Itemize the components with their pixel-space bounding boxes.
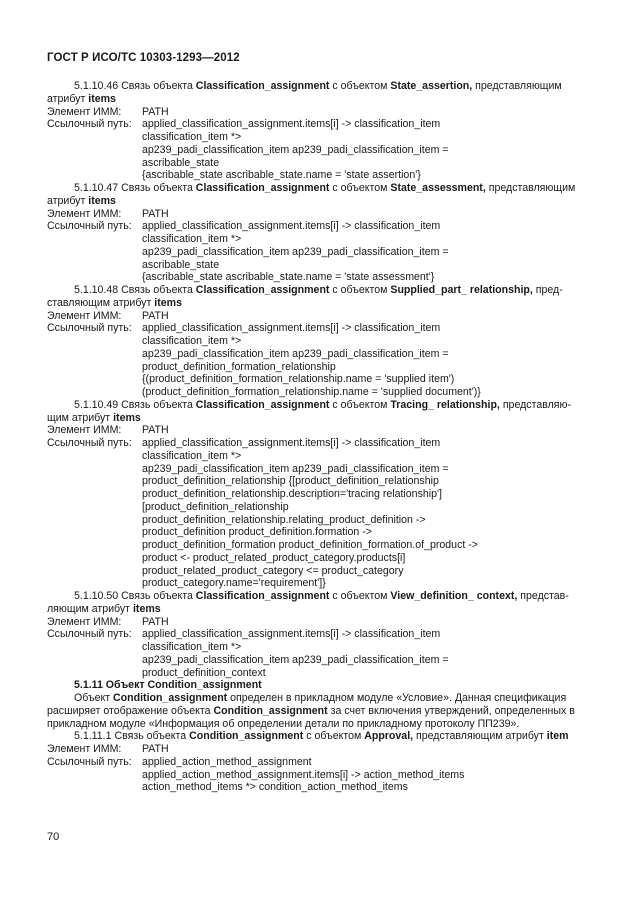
path-continuation: product_definition_relationship.relating_product_definition ->	[142, 513, 426, 526]
bold-term: item	[546, 730, 569, 743]
bold-term: items	[88, 92, 116, 105]
path-continuation: product_definition_relationship.description='tracing relationship']	[142, 488, 442, 500]
path-row	[47, 208, 583, 221]
field-value: applied_classification_assignment.items[i] -> classification_item	[142, 437, 441, 449]
paragraph-line	[47, 412, 583, 425]
paragraph-heading	[47, 730, 583, 743]
bold-term: 5.1.11 Объект Condition_assignment	[74, 679, 262, 692]
bold-term: View_definition_ context,	[390, 590, 518, 602]
path-continuation: classification_item *>	[142, 131, 242, 143]
paragraph-line	[47, 705, 583, 718]
text-run: пред-	[532, 284, 563, 296]
path-row	[47, 106, 583, 119]
text-run: с объектом	[329, 80, 391, 92]
path-continuation: product_definition_formation_relationship	[142, 360, 336, 373]
field-label: Ссылочный путь:	[47, 118, 132, 131]
text-run: атрибут	[47, 194, 89, 207]
field-label: Элемент ИММ:	[47, 743, 122, 755]
path-row	[47, 756, 583, 769]
paragraph-heading	[47, 182, 583, 195]
text-run: с объектом	[303, 730, 365, 743]
path-row	[47, 437, 583, 450]
path-continuation: applied_action_method_assignment.items[i] -> action_method_items	[142, 768, 465, 781]
text-run: ляющим атрибут	[47, 602, 133, 615]
path-continuation: product_definition_formation product_definition_formation.of_product ->	[142, 539, 478, 551]
path-row	[47, 322, 583, 335]
path-row	[47, 743, 583, 756]
text-run: с объектом	[329, 182, 391, 194]
text-run: представляющим	[472, 80, 562, 92]
path-continuation: classification_item *>	[142, 449, 242, 462]
text-run: с объектом	[329, 590, 391, 602]
field-label: Ссылочный путь:	[47, 437, 132, 449]
path-continuation: ascribable_state	[142, 156, 220, 169]
field-label: Элемент ИММ:	[47, 105, 122, 118]
text-run: атрибут	[47, 92, 89, 105]
field-value: PATH	[142, 743, 169, 755]
path-continuation: product_definition product_definition.formation ->	[142, 526, 372, 539]
paragraph-line	[47, 195, 583, 208]
field-value: PATH	[142, 615, 169, 628]
field-label: Ссылочный путь:	[47, 628, 132, 641]
path-continuation: (product_definition_formation_relationship.name = 'supplied document')}	[142, 386, 481, 398]
text-run: представляющим	[485, 182, 576, 194]
path-continuation: product_category.name='requirement']}	[142, 577, 326, 590]
field-label: Элемент ИММ:	[47, 424, 122, 437]
path-continuation: ap239_padi_classification_item ap239_padi_classification_item =	[142, 462, 449, 475]
document-body	[47, 80, 583, 794]
path-continuation: action_method_items *> condition_action_method_items	[142, 781, 408, 794]
path-row	[47, 424, 583, 437]
text-run: за счет включения утверждений, определенных в	[327, 704, 575, 717]
text-run: 5.1.10.47 Связь объекта	[74, 182, 196, 194]
text-run: 5.1.10.48 Связь объекта	[74, 284, 196, 296]
field-value: PATH	[142, 424, 169, 437]
text-run: представ-	[517, 590, 569, 602]
field-label: Ссылочный путь:	[47, 755, 132, 768]
path-continuation: {ascribable_state ascribable_state.name = 'state assertion'}	[142, 169, 421, 182]
field-label: Ссылочный путь:	[47, 220, 132, 233]
text-run: представляю-	[499, 398, 571, 411]
bold-term: items	[132, 602, 161, 615]
path-continuation: classification_item *>	[142, 641, 242, 653]
text-run: 5.1.10.49 Связь объекта	[74, 398, 196, 411]
bold-term: items	[154, 296, 182, 309]
paragraph-line	[47, 93, 583, 106]
field-value: PATH	[142, 207, 169, 220]
bold-term: items	[88, 194, 116, 207]
field-label: Ссылочный путь:	[47, 322, 132, 335]
field-value: applied_classification_assignment.items[i] -> classification_item	[142, 628, 441, 641]
text-run: расширяет отображение объекта	[47, 704, 214, 717]
paragraph-line	[47, 603, 583, 616]
paragraph-heading	[47, 80, 583, 93]
path-continuation: ap239_padi_classification_item ap239_padi_classification_item =	[142, 347, 449, 360]
paragraph-line	[47, 718, 583, 731]
text-run: 5.1.10.46 Связь объекта	[74, 80, 196, 92]
paragraph-heading	[47, 399, 583, 412]
text-run: представляющим атрибут	[413, 730, 547, 743]
document-header: ГОСТ Р ИСО/ТС 10303-1293—2012	[47, 52, 240, 64]
paragraph-heading	[47, 692, 583, 705]
path-continuation: classification_item *>	[142, 335, 242, 347]
text-run: ставляющим атрибут	[47, 296, 155, 309]
path-continuation: product_related_product_category <= product_category	[142, 564, 404, 577]
bold-term: State_assertion,	[390, 80, 473, 92]
path-continuation: product_definition_context	[142, 666, 266, 679]
text-run: определен в прикладном модуле «Условие». Данная спецификация	[227, 692, 567, 704]
path-row	[47, 118, 583, 131]
field-value: applied_classification_assignment.items[i] -> classification_item	[142, 322, 441, 335]
bold-term: Classification_assignment	[195, 80, 330, 92]
bold-term: Classification_assignment	[195, 590, 330, 602]
text-run: с объектом	[329, 284, 391, 296]
bold-term: Condition_assignment	[213, 704, 328, 717]
path-continuation: {ascribable_state ascribable_state.name = 'state assessment'}	[142, 271, 435, 284]
path-row	[47, 220, 583, 233]
path-continuation: classification_item *>	[142, 233, 242, 245]
bold-term: State_assessment,	[390, 182, 486, 194]
bold-term: Approval,	[364, 730, 414, 743]
path-continuation: ap239_padi_classification_item ap239_padi_classification_item =	[142, 245, 449, 258]
text-run: прикладном модуле «Информация об определении детали по прикладному протоколу ПП239».	[47, 717, 520, 730]
bold-term: Condition_assignment	[189, 730, 304, 743]
path-continuation: ap239_padi_classification_item ap239_padi_classification_item =	[142, 653, 449, 666]
field-value: applied_action_method_assignment	[142, 755, 312, 768]
paragraph-line	[47, 297, 583, 310]
field-label: Элемент ИММ:	[47, 309, 122, 322]
paragraph-heading	[47, 590, 583, 603]
bold-term: Tracing_ relationship,	[390, 398, 500, 411]
path-continuation: [product_definition_relationship	[142, 500, 289, 513]
path-continuation: product <- product_related_product_category.products[i]	[142, 551, 406, 564]
bold-term: Condition_assignment	[113, 692, 228, 704]
path-continuation: {(product_definition_formation_relationship.name = 'supplied item')	[142, 373, 455, 386]
field-value: applied_classification_assignment.items[i] -> classification_item	[142, 220, 441, 233]
text-run: 5.1.11.1 Связь объекта	[74, 730, 190, 743]
text-run: щим атрибут	[47, 411, 114, 424]
path-row	[47, 616, 583, 629]
text-run: с объектом	[329, 398, 391, 411]
paragraph-heading	[47, 679, 583, 692]
bold-term: Supplied_part_ relationship,	[390, 284, 533, 296]
path-continuation: ap239_padi_classification_item ap239_padi_classification_item =	[142, 143, 449, 156]
bold-term: Classification_assignment	[195, 182, 330, 194]
field-value: PATH	[142, 105, 169, 118]
bold-term: Classification_assignment	[195, 284, 330, 296]
field-value: applied_classification_assignment.items[i] -> classification_item	[142, 118, 441, 131]
page-number: 70	[47, 831, 60, 843]
path-continuation: ascribable_state	[142, 258, 220, 271]
path-row	[47, 628, 583, 641]
paragraph-heading	[47, 284, 583, 297]
path-row	[47, 310, 583, 323]
bold-term: Classification_assignment	[195, 398, 330, 411]
path-continuation: product_definition_relationship {[product_definition_relationship	[142, 475, 439, 488]
field-value: PATH	[142, 309, 169, 322]
field-label: Элемент ИММ:	[47, 615, 122, 628]
text-run: 5.1.10.50 Связь объекта	[74, 590, 196, 602]
text-run: Объект	[74, 692, 114, 704]
bold-term: items	[113, 411, 141, 424]
field-label: Элемент ИММ:	[47, 207, 122, 220]
